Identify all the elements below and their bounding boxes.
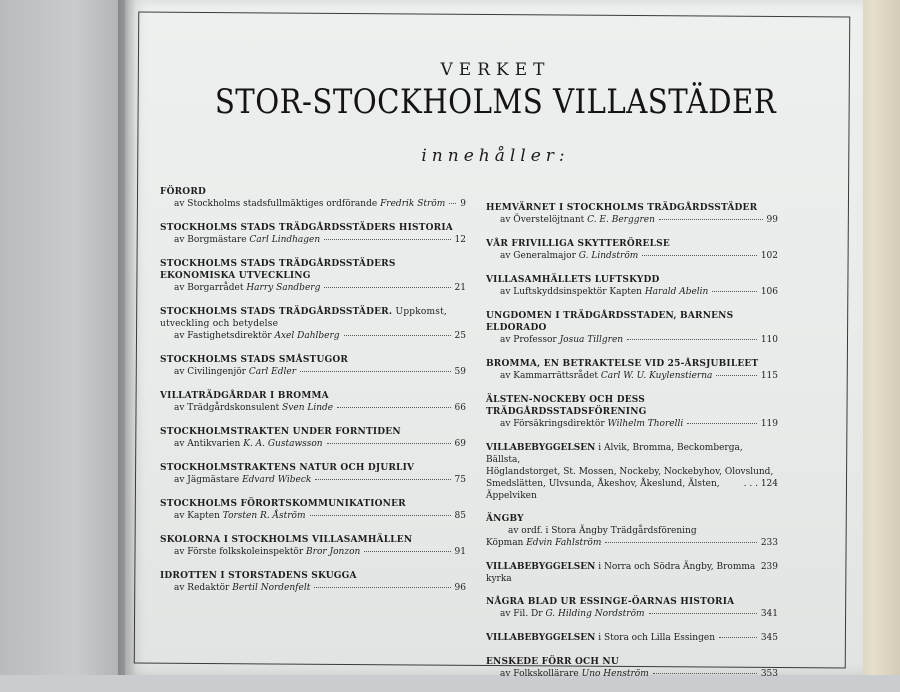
toc-title: UNGDOMEN I TRÄDGÅRDSSTADEN, BARNENS ELDORADO [486,311,734,333]
contents-right-column [486,202,778,692]
contents-subtitle: innehåller: [421,146,570,166]
toc-title: VILLATRÄDGÅRDAR I BROMMA [160,391,329,401]
author-name: Carl Lindhagen [249,235,321,245]
toc-entry [486,310,778,347]
toc-entry [486,596,778,621]
toc-title: HEMVÄRNET I STOCKHOLMS TRÄDGÅRDSSTÄDER [486,203,758,213]
toc-author-line: av Jägmästare Edvard Wibeck 75 [174,475,466,485]
toc-author-line: av Förste folkskoleinspektör Bror Jonzon 91 [174,547,466,557]
toc-title: ÄNGBY [486,514,524,524]
toc-author-line: av Borgmästare Carl Lindhagen 12 [174,235,466,245]
toc-author-line: av Luftskyddsinspektör Kapten Harald Abelin 106 [500,287,778,297]
author-name: Torsten R. Åström [222,511,306,521]
page-number: 91 [454,547,466,557]
page-number: 341 [760,609,778,619]
toc-entry [160,570,466,595]
page-number: 21 [454,283,466,293]
author-name: Harry Sandberg [246,283,321,293]
toc-author-line: av Antikvarien K. A. Gustawsson 69 [174,439,466,449]
toc-author-line: av Försäkringsdirektör Wilhelm Thorelli 119 [500,419,778,429]
page-number: 9 [460,199,466,209]
contents-left-column [160,186,466,606]
page-number: 119 [760,419,778,429]
dot-leader [659,219,763,220]
toc-author-line: av Fastighetsdirektör Axel Dahlberg 25 [174,331,466,341]
dot-leader [300,371,451,372]
toc-title: SKOLORNA I STOCKHOLMS VILLASAMHÄLLEN [160,535,413,545]
toc-title: IDROTTEN I STORSTADENS SKUGGA [160,571,357,581]
toc-entry-villabebyggelsen-essingen: VILLABEBYGGELSEN i Stora och Lilla Essingen 345 [486,633,778,643]
page-number: 115 [760,371,778,381]
dot-leader [344,335,451,336]
dot-leader [627,339,757,340]
author-name: Bertil Nordenfelt [232,583,311,593]
toc-title: STOCKHOLMSTRAKTENS NATUR OCH DJURLIV [160,463,415,473]
dot-leader [314,587,450,588]
page-number: 233 [760,538,778,548]
toc-entry [160,498,466,523]
toc-entry [160,306,466,343]
dot-leader [716,375,756,376]
toc-entry [486,358,778,383]
toc-entry [160,462,466,487]
toc-title: ENSKEDE FÖRR OCH NU [486,657,619,667]
toc-entry [160,390,466,415]
author-name: Sven Linde [282,403,334,413]
toc-entry [160,354,466,379]
toc-author-line: av Professor Josua Tillgren 110 [500,335,778,345]
toc-entry-villabebyggelsen-bromma: VILLABEBYGGELSEN i Alvik, Bromma, Beckomberga, Bällsta, Höglandstorget, St. Mossen, Nockeby, Nockebyhov, Olovslund, Smedslätten, Ulvsunda, Åkeshov, Åkeslund, Älsten, Äppelviken . . . 124 [486,443,778,501]
toc-author-line: av Kammarrättsrådet Carl W. U. Kuylenstierna 115 [500,371,778,381]
page-title: STOR-STOCKHOLMS VILLASTÄDER [214,82,777,122]
toc-entry [486,394,778,431]
gutter-shadow [118,0,136,675]
dot-leader [687,423,757,424]
author-name: Fredrik Ström [380,199,446,209]
toc-author-line: av Fil. Dr G. Hilding Nordström 341 [500,609,778,619]
dot-leader [653,673,757,674]
toc-entry-angby: ÄNGBY av ordf. i Stora Ängby Trädgårdsförening Köpman Edvin Fahlström 233 [486,514,778,548]
toc-entry [160,426,466,451]
toc-author-line: av Stockholms stadsfullmäktiges ordförande Fredrik Ström 9 [174,199,466,209]
dot-leader [324,287,450,288]
page-number: 69 [454,439,466,449]
toc-title: STOCKHOLMS STADS TRÄDGÅRDSSTÄDERS HISTORIA [160,223,453,233]
dot-leader [324,239,450,240]
toc-title: ÄLSTEN-NOCKEBY OCH DESS TRÄDGÅRDSSTADSFÖRENING [486,395,647,417]
toc-author-line: av Generalmajor G. Lindström 102 [500,251,778,261]
toc-author-line: av Redaktör Bertil Nordenfelt 96 [174,583,466,593]
toc-title: VILLABEBYGGELSEN [486,562,596,572]
dot-leader [649,613,757,614]
toc-entry [160,186,466,211]
toc-entry [486,274,778,299]
page-number: 66 [454,403,466,413]
page-number: 85 [454,511,466,521]
toc-entry-villabebyggelsen-angby: VILLABEBYGGELSEN i Norra och Södra Ängby, Bromma kyrka 239 [486,562,778,584]
dot-leader [310,515,451,516]
page-number: 239 [760,562,778,572]
dot-leader [327,443,451,444]
author-name: C. E. Berggren [587,215,655,225]
author-name: Edvin Fahlström [526,538,602,548]
toc-author-line: av Civilingenjör Carl Edler 59 [174,367,466,377]
toc-title: VILLASAMHÄLLETS LUFTSKYDD [486,275,660,285]
page-number: 106 [760,287,778,297]
toc-title: STOCKHOLMS STADS SMÅSTUGOR [160,355,349,365]
dot-leader [364,551,450,552]
toc-title: STOCKHOLMS STADS TRÄDGÅRDSSTÄDERS EKONOMISKA UTVECKLING [160,259,396,281]
author-name: K. A. Gustawsson [243,439,323,449]
page-number: 102 [760,251,778,261]
toc-title: STOCKHOLMS STADS TRÄDGÅRDSSTÄDER. Uppkomst, utveckling och betydelse [160,307,447,329]
toc-entry [486,202,778,227]
dot-leader [449,203,456,204]
author-name: Edvard Wibeck [242,475,312,485]
dot-leader [642,255,757,256]
author-name: Axel Dahlberg [274,331,340,341]
toc-entry [160,534,466,559]
toc-title: STOCKHOLMSTRAKTEN UNDER FORNTIDEN [160,427,401,437]
page-number: 99 [766,215,778,225]
page-number: 124 [760,479,778,489]
toc-title-extra: Uppkomst, utveckling och betydelse [160,307,447,329]
author-name: G. Lindström [578,251,639,261]
dot-leader [719,637,757,638]
toc-title: VILLABEBYGGELSEN [486,443,596,453]
page-number: 353 [760,669,778,679]
page-number: 12 [454,235,466,245]
page-number: 110 [760,335,778,345]
toc-author-line: Köpman Edvin Fahlström 233 [486,538,778,548]
toc-title: VÅR FRIVILLIGA SKYTTERÖRELSE [486,239,670,249]
dot-leader [337,407,450,408]
page-number: 345 [760,633,778,643]
header-verket: VERKET [440,60,551,80]
page-number: 25 [454,331,466,341]
author-name: Carl W. U. Kuylenstierna [600,371,713,381]
toc-title: NÅGRA BLAD UR ESSINGE-ÖARNAS HISTORIA [486,597,735,607]
dot-leader [712,291,756,292]
page-number: 59 [454,367,466,377]
toc-author-line: av Trädgårdskonsulent Sven Linde 66 [174,403,466,413]
toc-entry [486,656,778,681]
dot-leader [315,479,450,480]
toc-entry [160,258,466,295]
author-name: Carl Edler [248,367,297,377]
author-name: Wilhelm Thorelli [607,419,684,429]
toc-title: FÖRORD [160,187,207,197]
author-name: Bror Jonzon [306,547,361,557]
toc-title: STOCKHOLMS FÖRORTSKOMMUNIKATIONER [160,499,406,509]
toc-author-line: av Överstelöjtnant C. E. Berggren 99 [500,215,778,225]
facing-page [0,0,125,675]
author-name: Uno Henström [581,669,649,679]
page-number: 96 [454,583,466,593]
toc-entry [160,222,466,247]
toc-entry [486,238,778,263]
page-number: 75 [454,475,466,485]
toc-author-line: av Folkskollärare Uno Henström 353 [500,669,778,679]
book-page [128,0,863,679]
toc-author-line: av Kapten Torsten R. Åström 85 [174,511,466,521]
toc-title: VILLABEBYGGELSEN [486,633,596,643]
dot-leader [605,542,756,543]
author-name: Harald Abelin [644,287,709,297]
author-name: G. Hilding Nordström [545,609,645,619]
toc-title: BROMMA, EN BETRAKTELSE VID 25-ÅRSJUBILEET [486,359,759,369]
dot-leader: . . . [743,479,761,489]
toc-author-line: av Borgarrådet Harry Sandberg 21 [174,283,466,293]
author-name: Josua Tillgren [559,335,624,345]
